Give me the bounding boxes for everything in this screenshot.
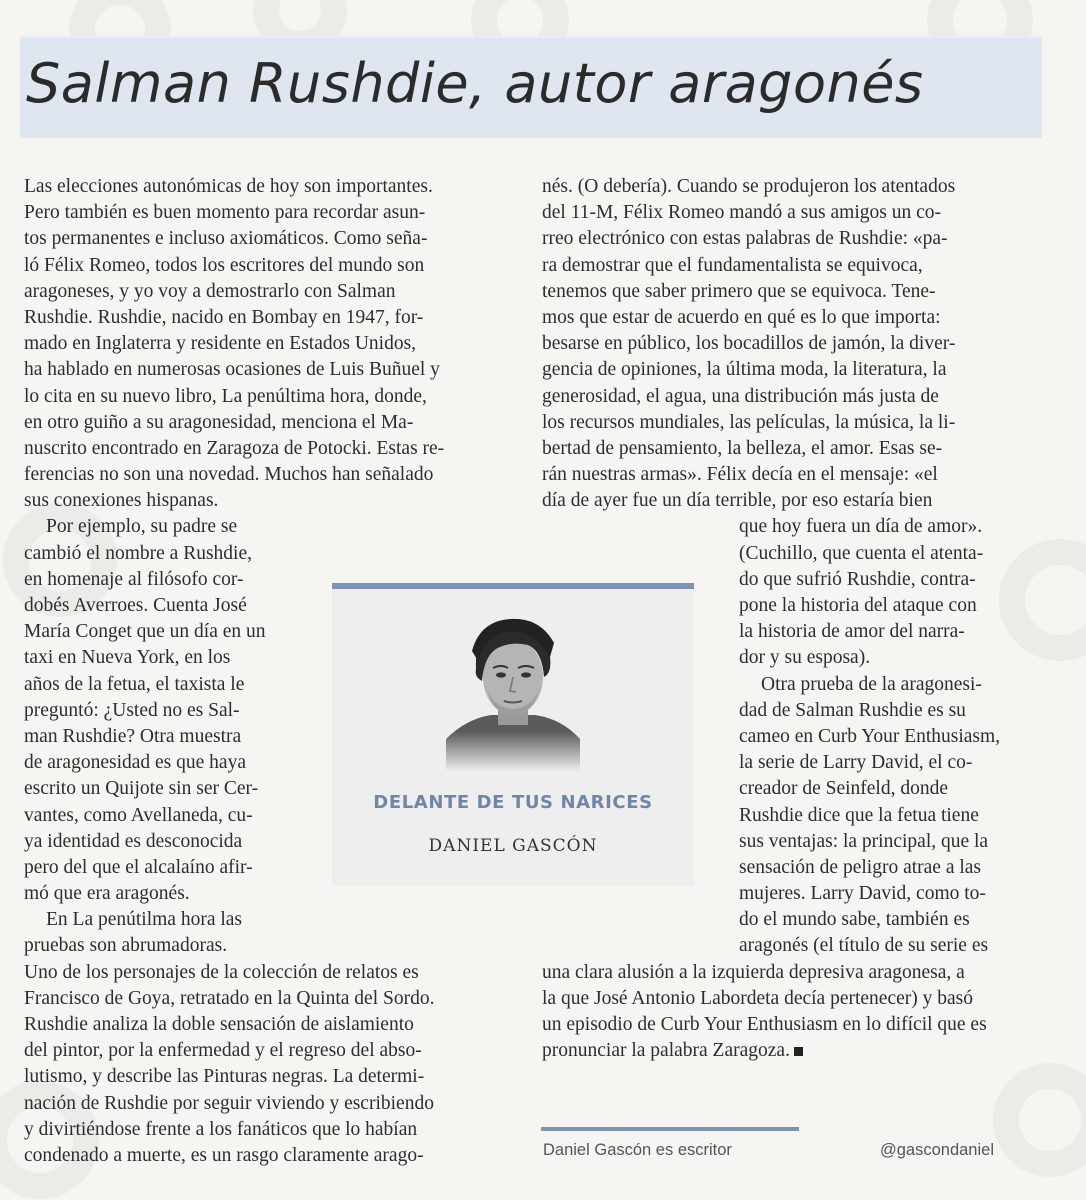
text-line: en otro guiño a su aragonesidad, menciona el Ma- <box>24 411 414 433</box>
author-handle: @gascondaniel <box>880 1141 994 1159</box>
text-line: del 11-M, Félix Romeo mandó a sus amigos un co- <box>542 202 941 224</box>
text-line: Rushdie dice que la fetua tiene <box>739 804 979 826</box>
text-line: rán nuestras armas». Félix decía en el mensaje: «el <box>542 464 938 486</box>
text-line: Francisco de Goya, retratado en la Quinta del Sordo. <box>24 987 435 1009</box>
text-line: los recursos mundiales, las películas, la música, la li- <box>542 411 956 433</box>
author-bio: Daniel Gascón es escritor <box>543 1141 732 1159</box>
text-line: una clara alusión a la izquierda depresiva aragonesa, a <box>542 961 965 983</box>
text-line: ferencias no son una novedad. Muchos han señalado <box>24 464 434 486</box>
text-line: Rushdie analiza la doble sensación de aislamiento <box>24 1014 414 1035</box>
text-line: (Cuchillo, que cuenta el atenta- <box>739 542 984 564</box>
text-line: un episodio de Curb Your Enthusiasm en lo difícil que es <box>542 1014 987 1035</box>
text-line: sus ventajas: la principal, que la <box>739 830 989 852</box>
text-line: Otra prueba de la aragonesi- <box>761 673 982 695</box>
text-line-final <box>542 1038 1042 1064</box>
footer-rule <box>541 1127 799 1131</box>
text-line: Las elecciones autonómicas de hoy son importantes. <box>24 176 433 197</box>
text-line: del pintor, por la enfermedad y el regreso del abso- <box>24 1040 422 1062</box>
text-line: Rushdie. Rushdie, nacido en Bombay en 1947, for- <box>24 306 424 328</box>
text-line: de aragonesidad es que haya <box>24 752 246 774</box>
text-line: y divirtiéndose frente a los fanáticos que lo habían <box>24 1118 418 1140</box>
text-line: la serie de Larry David, el co- <box>739 752 973 774</box>
text-line: sus conexiones hispanas. <box>24 490 219 512</box>
text-line: Pero también es buen momento para recordar asun- <box>24 202 426 224</box>
text-line: María Conget que un día en un <box>24 621 266 643</box>
text-line: la que José Antonio Labordeta decía pertenecer) y basó <box>542 987 973 1009</box>
text-line: ya identidad es desconocida <box>24 830 243 852</box>
text-line: generosidad, el agua, una distribución más justa de <box>542 385 939 407</box>
text-line: besarse en público, los bocadillos de jamón, la diver- <box>542 333 956 355</box>
text-line: dad de Salman Rushdie es su <box>739 699 966 721</box>
text-line: ra demostrar que el fundamentalista se equivoca, <box>542 254 923 276</box>
text-line-end: pronunciar la palabra Zaragoza. <box>542 1040 790 1062</box>
text-line: preguntó: ¿Usted no es Sal- <box>24 699 240 721</box>
text-line: tenemos que saber primero que se equivoca. Tene- <box>542 280 936 302</box>
text-line: creador de Seinfeld, donde <box>739 778 948 800</box>
text-line: nés. (O debería). Cuando se produjeron los atentados <box>542 176 956 197</box>
text-line: dor y su esposa). <box>739 647 871 669</box>
text-line: escrito un Quijote sin ser Cer- <box>24 778 259 800</box>
author-portrait <box>446 611 580 771</box>
text-line: sensación de peligro atrae a las <box>739 856 982 878</box>
text-line: pruebas son abrumadoras. <box>24 935 228 957</box>
end-of-article-mark <box>794 1047 803 1056</box>
text-line: bertad de pensamiento, la belleza, el amor. Esas se- <box>542 437 943 459</box>
column-author-name: DANIEL GASCÓN <box>428 836 598 856</box>
text-line: man Rushdie? Otra muestra <box>24 725 242 747</box>
column-section-name: DELANTE DE TUS NARICES <box>373 792 653 813</box>
text-line: aragoneses, y yo voy a demostrarlo con Salman <box>24 280 396 302</box>
text-line: pone la historia del ataque con <box>739 595 977 616</box>
text-line: condenado a muerte, es un rasgo claramente arago- <box>24 1144 424 1166</box>
text-line: ha hablado en numerosas ocasiones de Luis Buñuel y <box>24 359 440 381</box>
text-line: En La penútilma hora las <box>46 909 243 931</box>
text-line: Por ejemplo, su padre se <box>46 516 238 538</box>
text-line: do que sufrió Rushdie, contra- <box>739 568 976 590</box>
text-line: ló Félix Romeo, todos los escritores del mundo son <box>24 254 425 276</box>
text-line: rreo electrónico con estas palabras de Rushdie: «pa- <box>542 228 948 250</box>
text-line: lo cita en su nuevo libro, La penúltima hora, donde, <box>24 385 427 407</box>
text-line: día de ayer fue un día terrible, por eso estaría bien <box>542 490 933 512</box>
text-line: nación de Rushdie por seguir viviendo y escribiendo <box>24 1092 434 1114</box>
text-line: cameo en Curb Your Enthusiasm, <box>739 725 1001 747</box>
text-line: tos permanentes e incluso axiomáticos. Como seña- <box>24 228 428 250</box>
text-line: aragonés (el título de su serie es <box>739 935 989 957</box>
text-line: la historia de amor del narra- <box>739 621 965 643</box>
text-line: mos que estar de acuerdo en qué es lo que importa: <box>542 306 941 328</box>
text-line: vantes, como Avellaneda, cu- <box>24 804 253 826</box>
text-line: pero del que el alcalaíno afir- <box>24 856 253 878</box>
text-line: taxi en Nueva York, en los <box>24 647 231 669</box>
text-line: Uno de los personajes de la colección de relatos es <box>24 961 419 983</box>
text-line: mujeres. Larry David, como to- <box>739 883 986 905</box>
text-line: do el mundo sabe, también es <box>739 909 970 931</box>
text-line: años de la fetua, el taxista le <box>24 673 245 695</box>
text-line: en homenaje al filósofo cor- <box>24 568 244 590</box>
text-line: que hoy fuera un día de amor». <box>739 516 983 538</box>
text-line: lutismo, y describe las Pinturas negras. La determi- <box>24 1066 425 1088</box>
article-title: Salman Rushdie, autor aragonés <box>26 52 924 115</box>
text-line: mó que era aragonés. <box>24 883 190 905</box>
text-line: nuscrito encontrado en Zaragoza de Potocki. Estas re- <box>24 437 445 459</box>
text-line: dobés Averroes. Cuenta José <box>24 595 247 616</box>
text-line: mado en Inglaterra y residente en Estados Unidos, <box>24 333 417 355</box>
text-line: gencia de opiniones, la última moda, la literatura, la <box>542 359 947 381</box>
text-line: cambió el nombre a Rushdie, <box>24 542 252 564</box>
